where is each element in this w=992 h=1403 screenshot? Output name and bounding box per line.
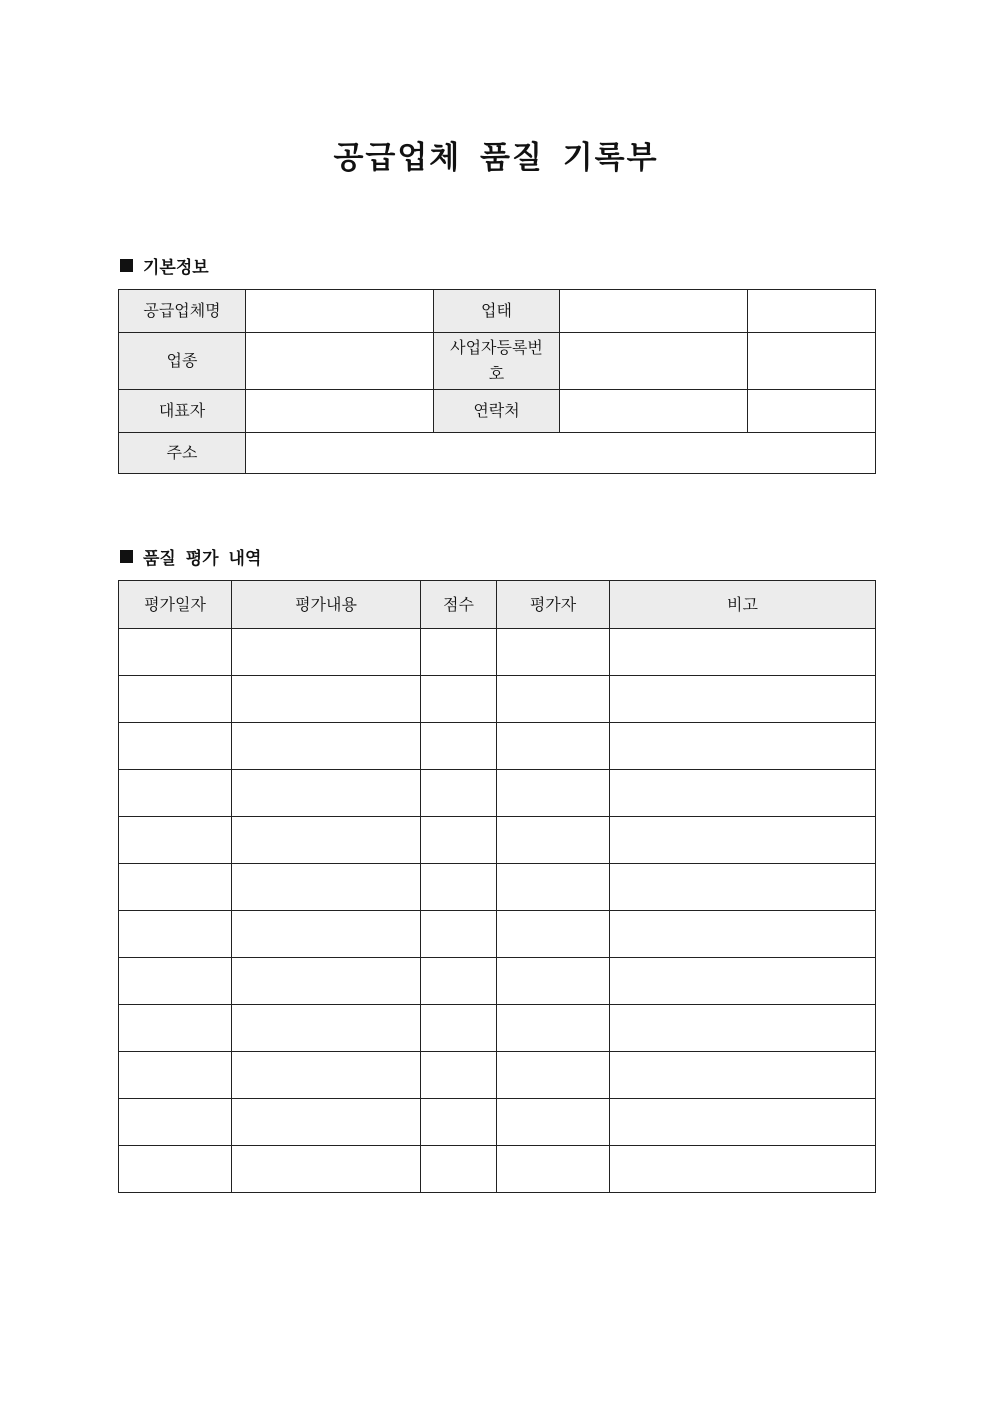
- contact-extra-field[interactable]: [748, 390, 876, 433]
- evaluator-cell[interactable]: [497, 723, 610, 770]
- basic-info-heading: [120, 253, 209, 278]
- eval-date-cell[interactable]: [119, 817, 232, 864]
- eval-content-cell[interactable]: [232, 770, 421, 817]
- eval-content-cell[interactable]: [232, 629, 421, 676]
- table-row: [119, 770, 876, 817]
- eval-content-cell[interactable]: [232, 676, 421, 723]
- table-row: [119, 1099, 876, 1146]
- eval-date-cell[interactable]: [119, 629, 232, 676]
- supplier-name-label: 공급업체명: [119, 290, 246, 333]
- eval-date-cell[interactable]: [119, 770, 232, 817]
- remarks-cell[interactable]: [610, 911, 876, 958]
- basic-info-row: [119, 390, 876, 433]
- square-bullet-icon: [120, 259, 133, 272]
- eval-date-cell[interactable]: [119, 1005, 232, 1052]
- business-reg-no-label: 사업자등록번호: [434, 333, 560, 390]
- eval-date-cell[interactable]: [119, 723, 232, 770]
- industry-label: 업종: [119, 333, 246, 390]
- table-row: [119, 958, 876, 1005]
- contact-field[interactable]: [560, 390, 748, 433]
- remarks-cell[interactable]: [610, 1099, 876, 1146]
- eval-content-cell[interactable]: [232, 723, 421, 770]
- remarks-cell[interactable]: [610, 629, 876, 676]
- address-label: 주소: [119, 433, 246, 474]
- eval-date-cell[interactable]: [119, 1146, 232, 1193]
- business-reg-no-extra-field[interactable]: [748, 333, 876, 390]
- table-row: [119, 723, 876, 770]
- square-bullet-icon: [120, 550, 133, 563]
- evaluator-cell[interactable]: [497, 1146, 610, 1193]
- remarks-cell[interactable]: [610, 864, 876, 911]
- score-cell[interactable]: [421, 864, 497, 911]
- address-field[interactable]: [246, 433, 876, 474]
- evaluator-cell[interactable]: [497, 911, 610, 958]
- table-row: [119, 817, 876, 864]
- eval-date-cell[interactable]: [119, 1099, 232, 1146]
- evaluator-cell[interactable]: [497, 676, 610, 723]
- table-row: [119, 676, 876, 723]
- business-type-extra-field[interactable]: [748, 290, 876, 333]
- supplier-name-field[interactable]: [246, 290, 434, 333]
- evaluation-header-row: [119, 581, 876, 629]
- score-cell[interactable]: [421, 817, 497, 864]
- eval-content-cell[interactable]: [232, 1146, 421, 1193]
- remarks-cell[interactable]: [610, 1005, 876, 1052]
- document-title: 공급업체 품질 기록부: [333, 140, 659, 176]
- column-header-eval-date: 평가일자: [119, 581, 232, 629]
- score-cell[interactable]: [421, 1146, 497, 1193]
- score-cell[interactable]: [421, 1005, 497, 1052]
- basic-info-heading-text: 기본정보: [143, 258, 209, 278]
- evaluator-cell[interactable]: [497, 1099, 610, 1146]
- eval-content-cell[interactable]: [232, 1052, 421, 1099]
- remarks-cell[interactable]: [610, 723, 876, 770]
- eval-content-cell[interactable]: [232, 864, 421, 911]
- business-type-field[interactable]: [560, 290, 748, 333]
- evaluator-cell[interactable]: [497, 1052, 610, 1099]
- remarks-cell[interactable]: [610, 958, 876, 1005]
- industry-field[interactable]: [246, 333, 434, 390]
- business-type-label: 업태: [434, 290, 560, 333]
- remarks-cell[interactable]: [610, 676, 876, 723]
- score-cell[interactable]: [421, 1052, 497, 1099]
- score-cell[interactable]: [421, 911, 497, 958]
- score-cell[interactable]: [421, 676, 497, 723]
- evaluator-cell[interactable]: [497, 958, 610, 1005]
- score-cell[interactable]: [421, 958, 497, 1005]
- eval-date-cell[interactable]: [119, 864, 232, 911]
- score-cell[interactable]: [421, 1099, 497, 1146]
- score-cell[interactable]: [421, 629, 497, 676]
- column-header-evaluator: 평가자: [497, 581, 610, 629]
- basic-info-table: [118, 289, 876, 474]
- column-header-remarks: 비고: [610, 581, 876, 629]
- table-row: [119, 911, 876, 958]
- eval-date-cell[interactable]: [119, 958, 232, 1005]
- basic-info-row: [119, 433, 876, 474]
- table-row: [119, 864, 876, 911]
- evaluation-table: [118, 580, 876, 1193]
- table-row: [119, 1005, 876, 1052]
- eval-content-cell[interactable]: [232, 911, 421, 958]
- evaluator-cell[interactable]: [497, 864, 610, 911]
- eval-content-cell[interactable]: [232, 817, 421, 864]
- business-reg-no-field[interactable]: [560, 333, 748, 390]
- remarks-cell[interactable]: [610, 817, 876, 864]
- table-row: [119, 1146, 876, 1193]
- basic-info-row: [119, 333, 876, 390]
- contact-label: 연락처: [434, 390, 560, 433]
- table-row: [119, 1052, 876, 1099]
- eval-date-cell[interactable]: [119, 911, 232, 958]
- evaluation-heading: [120, 544, 261, 569]
- evaluator-cell[interactable]: [497, 770, 610, 817]
- eval-content-cell[interactable]: [232, 958, 421, 1005]
- eval-content-cell[interactable]: [232, 1005, 421, 1052]
- remarks-cell[interactable]: [610, 770, 876, 817]
- column-header-score: 점수: [421, 581, 497, 629]
- basic-info-row: [119, 290, 876, 333]
- evaluator-cell[interactable]: [497, 817, 610, 864]
- eval-content-cell[interactable]: [232, 1099, 421, 1146]
- evaluation-body: [119, 629, 876, 1193]
- representative-label: 대표자: [119, 390, 246, 433]
- score-cell[interactable]: [421, 770, 497, 817]
- remarks-cell[interactable]: [610, 1052, 876, 1099]
- eval-date-cell[interactable]: [119, 676, 232, 723]
- representative-field[interactable]: [246, 390, 434, 433]
- column-header-eval-content: 평가내용: [232, 581, 421, 629]
- evaluator-cell[interactable]: [497, 1005, 610, 1052]
- evaluator-cell[interactable]: [497, 629, 610, 676]
- evaluation-heading-text: 품질 평가 내역: [143, 549, 262, 569]
- remarks-cell[interactable]: [610, 1146, 876, 1193]
- eval-date-cell[interactable]: [119, 1052, 232, 1099]
- score-cell[interactable]: [421, 723, 497, 770]
- table-row: [119, 629, 876, 676]
